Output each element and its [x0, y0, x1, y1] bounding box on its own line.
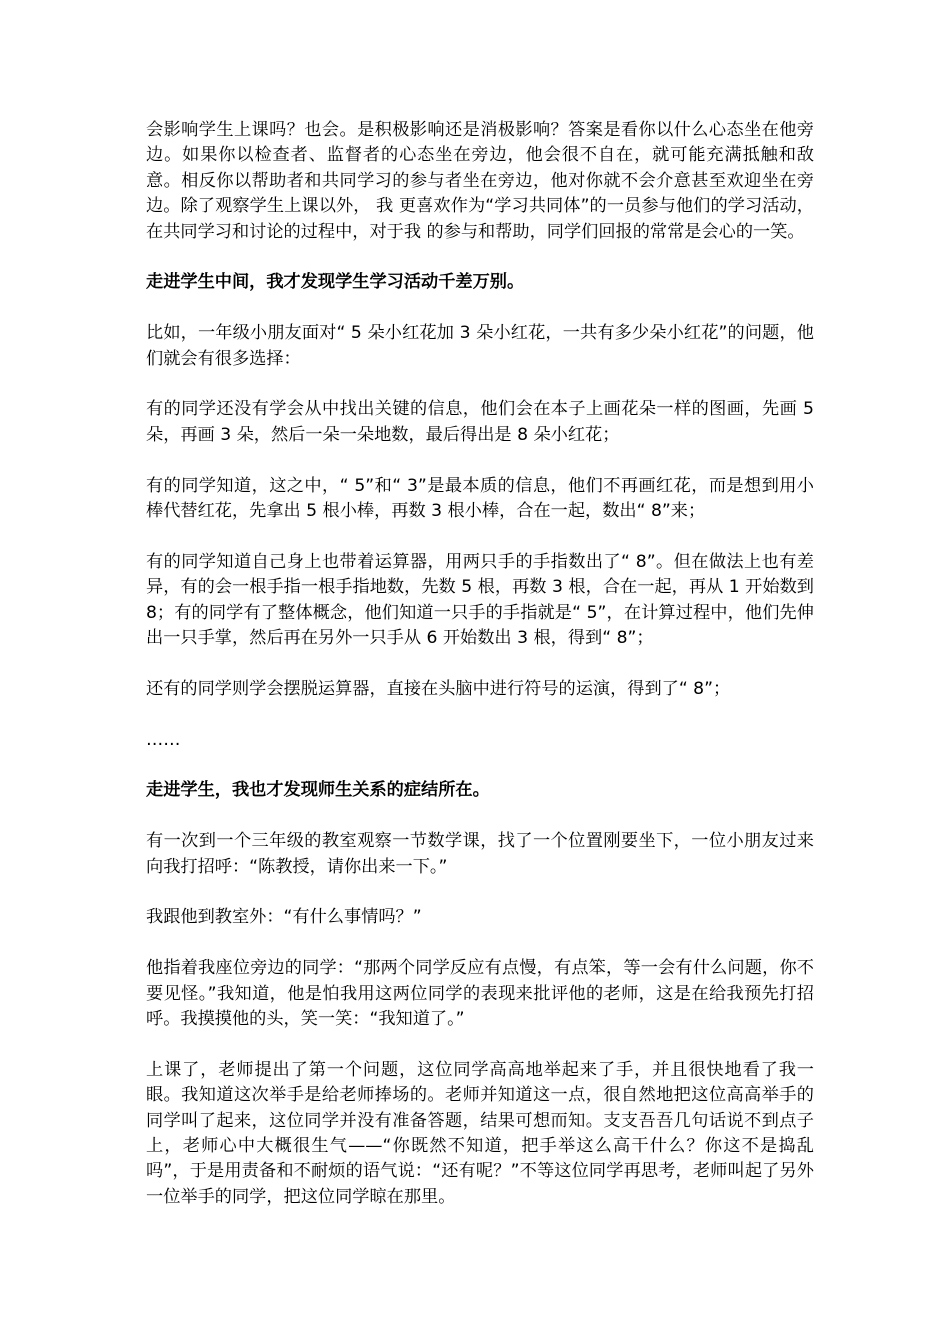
paragraph-drawing-method: 有的同学还没有学会从中找出关键的信息，他们会在本子上画花朵一样的图画，先画 5 朵，再画 3 朵，然后一朵一朵地数，最后得出是 8 朵小红花；: [146, 399, 814, 445]
paragraph-classroom-visit: 有一次到一个三年级的教室观察一节数学课，找了一个位置刚要坐下，一位小朋友过来向我打招呼：“陈教授，请你出来一下。”: [146, 831, 814, 877]
paragraph-observation-mindset: 会影响学生上课吗？也会。是积极影响还是消极影响？答案是看你以什么心态坐在他旁边。如果你以检查者、监督者的心态坐在旁边，他会很不自在，就可能充满抵触和敌意。相反你以帮助者和共同学习的参与者坐在旁边，他对你就不会介意甚至欢迎坐在旁边。除了观察学生上课以外， 我 更喜欢作为“学习共同体”的一员参与他们的学习活动，在共同学习和讨论的过程中，对于我 的参与和帮助，同学们回报的常常是会心的一笑。: [146, 120, 814, 242]
paragraph-mental-method: 还有的同学则学会摆脱运算器，直接在头脑中进行符号的运演，得到了“ 8”；: [146, 678, 731, 699]
section-heading-teacher-student: 走进学生，我也才发现师生关系的症结所在。: [146, 780, 490, 801]
document-body: [146, 118, 814, 1236]
paragraph-ellipsis: ……: [146, 729, 181, 750]
paragraph-lesson-incident: 上课了，老师提出了第一个问题，这位同学高高地举起来了手，并且很快地看了我一眼。我知道这次举手是给老师捧场的。老师并知道这一点，很自然地把这位高高举手的同学叫了起来，这位同学并没有准备答题，结果可想而知。支支吾吾几句话说不到点子上，老师心中大概很生气——“你既然不知道，把手举这么高干什么？你这不是捣乱吗”，于是用责备和不耐烦的语气说：“还有呢？”不等这位同学再思考，老师叫起了另外一位举手的同学，把这位同学晾在那里。: [146, 1059, 814, 1207]
paragraph-outside-dialogue: 我跟他到教室外：“有什么事情吗？”: [146, 907, 422, 928]
paragraph-example-intro: 比如，一年级小朋友面对“ 5 朵小红花加 3 朵小红花，一共有多少朵小红花”的问题，他们就会有很多选择：: [146, 323, 814, 369]
paragraph-finger-method: 有的同学知道自己身上也带着运算器，用两只手的手指数出了“ 8”。但在做法上也有差异，有的会一根手指一根手指地数，先数 5 根，再数 3 根，合在一起，再从 1 开始数到 8；有的同学有了整体概念，他们知道一只手的手指就是“ 5”，在计算过程中，他们先伸出一只手掌，然后再在另外一只手从 6 开始数出 3 根，得到“ 8”；: [146, 551, 814, 649]
paragraph-stick-method: 有的同学知道，这之中，“ 5”和“ 3”是最本质的信息，他们不再画红花，而是想到用小棒代替红花，先拿出 5 根小棒，再数 3 根小棒，合在一起，数出“ 8”来；: [146, 475, 814, 522]
paragraph-student-warning: 他指着我座位旁边的同学：“那两个同学反应有点慢，有点笨，等一会有什么问题，你不要见怪。”我知道，他是怕我用这两位同学的表现来批评他的老师，这是在给我预先打招呼。我摸摸他的头，笑一笑：“我知道了。”: [146, 958, 814, 1030]
section-heading-learning-differences: 走进学生中间，我才发现学生学习活动千差万别。: [146, 272, 525, 293]
